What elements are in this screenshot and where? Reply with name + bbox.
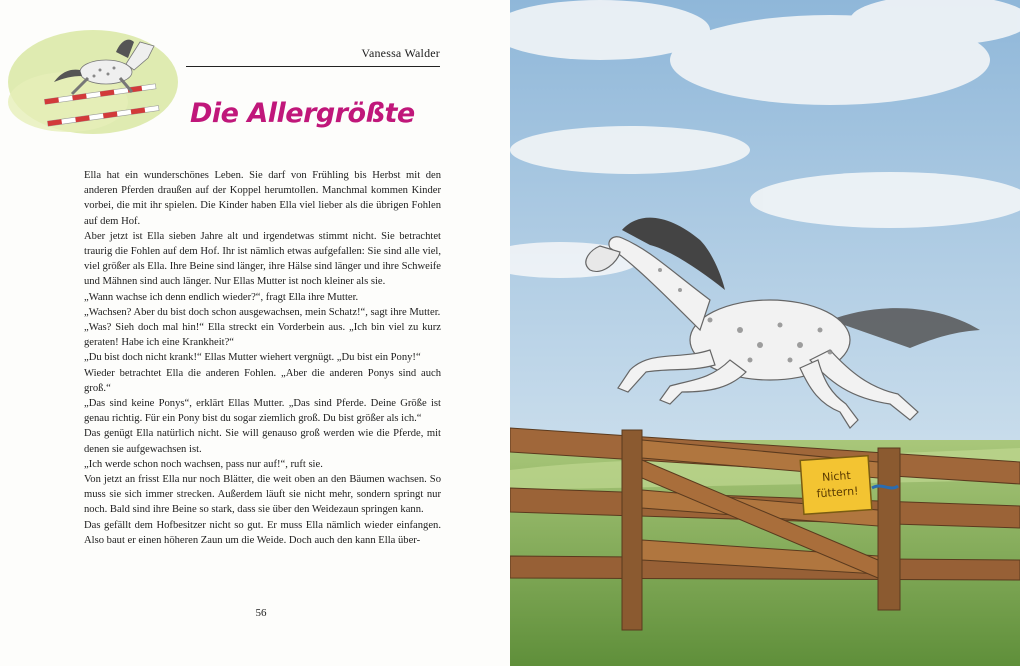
chapter-title: Die Allergrößte xyxy=(190,98,415,129)
paragraph: „Wann wachse ich denn endlich wieder?“, fragt Ella ihre Mutter. xyxy=(84,291,359,303)
author-name: Vanessa Walder xyxy=(361,46,440,60)
right-page-illustration xyxy=(510,0,1020,666)
paragraph: Von jetzt an frisst Ella nur noch Blätter, die weit oben an den Bäumen wachsen. So muss sie sich immer strecken. Außerdem läuft sie nicht mehr, sondern springt nur noch. Bald sind ihre Beine so stark, dass sie über den Weidezaun springen kann. xyxy=(84,474,441,516)
paragraph: „Ich werde schon noch wachsen, pass nur auf!“, ruft sie. xyxy=(84,458,323,470)
paragraph: Das genügt Ella natürlich nicht. Sie will genauso groß werden wie die Pferde, mit denen sie aufgewachsen ist. xyxy=(84,428,441,455)
paragraph: „Wachsen? Aber du bist doch schon ausgewachsen, mein Schatz!“, sagt ihre Mutter. xyxy=(84,306,441,318)
sign-text-line-2: füttern! xyxy=(816,484,859,501)
paragraph: Das gefällt dem Hofbesitzer nicht so gut. Er muss Ella nämlich wieder einfangen. Also baut er einen höheren Zaun um die Weide. Doch auch den kann Ella über- xyxy=(84,519,441,546)
pony-jump-corner-illustration xyxy=(8,12,188,142)
paragraph: Ella hat ein wunderschönes Leben. Sie darf von Frühling bis Herbst mit den anderen Pferden draußen auf der Koppel herumtollen. Manchmal kommen Kinder vorbei, die mit ihr spielen. Die Kinder haben Ella viel lieber als die übrigen Fohlen auf dem Hof. xyxy=(84,170,441,227)
paragraph: Aber jetzt ist Ella sieben Jahre alt und irgendetwas stimmt nicht. Sie betrachtet traurig die Fohlen auf dem Hof. Ihr ist nämlich etwas aufgefallen: Sie sind alle viel, viel größer als Ella. Ihre Beine sind länger, ihre Hälse sind länger und ihre Schweife und Mähnen sind auch länger. Nur Ellas Mutter ist noch kleiner als sie. xyxy=(84,230,441,288)
header-rule xyxy=(186,66,440,67)
paragraph: „Das sind keine Ponys“, erklärt Ellas Mutter. „Das sind Pferde. Deine Größe ist genau richtig. Für ein Pony bist du sogar ziemlich groß. Du bist größer als ich.“ xyxy=(84,398,441,425)
story-text xyxy=(84,168,441,548)
pony-jumping-fence-illustration xyxy=(510,0,1020,666)
paragraph: Wieder betrachtet Ella die anderen Fohlen. „Aber die anderen Ponys sind auch groß.“ xyxy=(84,367,441,394)
paragraph: „Du bist doch nicht krank!“ Ellas Mutter wiehert vergnügt. „Du bist ein Pony!“ xyxy=(84,352,421,364)
page-number: 56 xyxy=(255,607,267,619)
paragraph: „Was? Sieh doch mal hin!“ Ella streckt ein Vorderbein aus. „Ich bin viel zu kurz geraten! Habe ich eine Krankheit?“ xyxy=(84,322,441,349)
sign-text-line-1: Nicht xyxy=(821,468,852,484)
